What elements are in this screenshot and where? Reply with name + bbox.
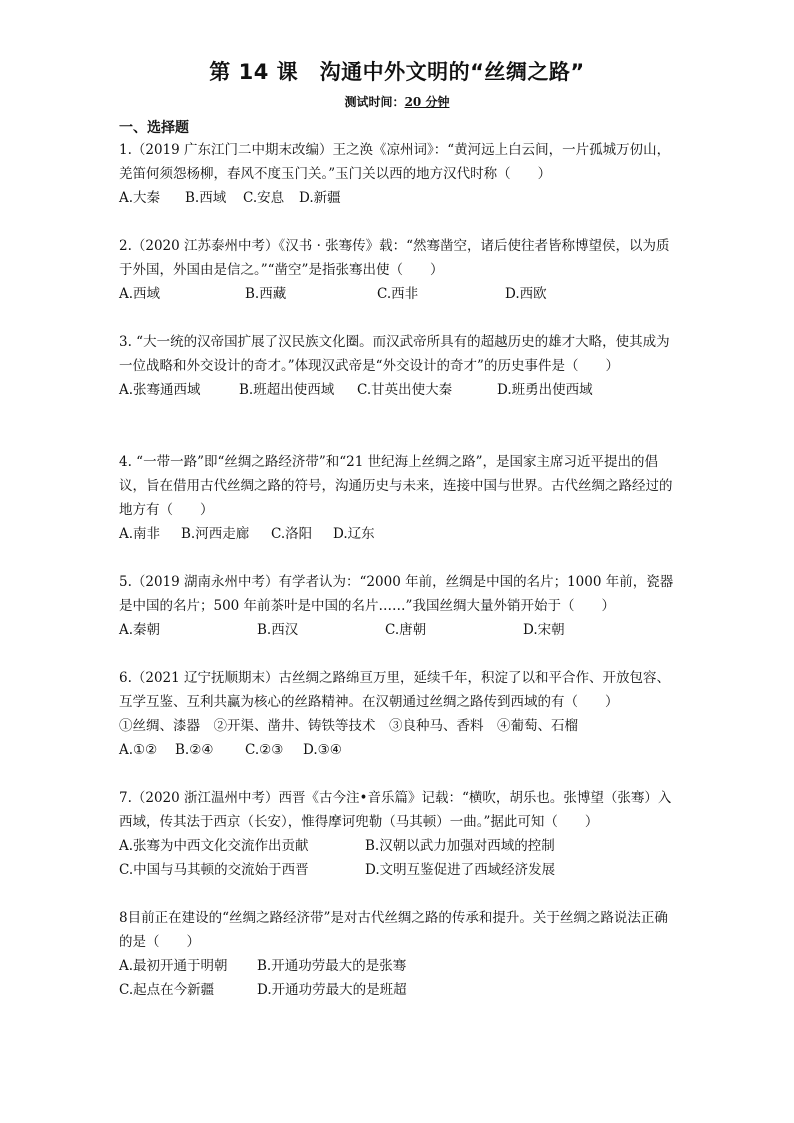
option-d[interactable]: D.开通功劳最大的是班超: [257, 982, 407, 998]
option-c[interactable]: C.洛阳: [271, 526, 313, 542]
option-b[interactable]: B.②④: [175, 742, 214, 758]
question-text: 7.（2020 浙江温州中考）西晋《古今注•音乐篇》记载：“横吹，胡乐也。张博望（张骞）入西域，传其法于西京（长安），惟得摩诃兜勒（马其顿）一曲。”据此可知（ ）: [119, 790, 672, 830]
option-a[interactable]: A.①②: [119, 742, 158, 758]
option-d[interactable]: D.班勇出使西域: [497, 382, 593, 398]
question-options: [119, 618, 679, 642]
option-c[interactable]: C.西非: [377, 286, 419, 302]
question-options: [119, 858, 679, 882]
option-c[interactable]: C.中国与马其顿的交流始于西晋: [119, 862, 309, 878]
page-title: 第 14 课 沟通中外文明的“丝绸之路”: [209, 60, 585, 84]
question-options: [119, 522, 679, 546]
question-text: 8目前正在建设的“丝绸之路经济带”是对古代丝绸之路的传承和提升。关于丝绸之路说法正确的是（ ）: [119, 910, 668, 950]
option-b[interactable]: B.班超出使西域: [239, 382, 335, 398]
test-time-label: 测试时间：: [344, 95, 405, 109]
option-b[interactable]: B.西汉: [257, 622, 299, 638]
option-b[interactable]: B.汉朝以武力加强对西域的控制: [365, 838, 555, 854]
option-c[interactable]: C.唐朝: [385, 622, 427, 638]
test-time-value: 20 分钟: [404, 95, 450, 109]
question-options: [119, 282, 679, 306]
question-options: [119, 978, 679, 1002]
question-text: 5.（2019 湖南永州中考）有学者认为：“2000 年前，丝绸是中国的名片；1000 年前，瓷器是中国的名片；500 年前茶叶是中国的名片……”我国丝绸大量外销开始于（ ）: [119, 574, 674, 614]
question-text: 6.（2021 辽宁抚顺期末）古丝绸之路绵亘万里，延续千年，积淀了以和平合作、开放包容、互学互鉴、互利共赢为核心的丝路精神。在汉朝通过丝绸之路传到西域的有（ ）: [119, 670, 671, 710]
question-options: [119, 738, 679, 762]
option-b[interactable]: B.河西走廊: [181, 526, 250, 542]
question-text: 1.（2019 广东江门二中期末改编）王之涣《凉州词》：“黄河远上白云间，一片孤城万仞山，羌笛何须怨杨柳，春风不度玉门关。”玉门关以西的地方汉代时称（ ）: [119, 142, 671, 182]
option-c[interactable]: C.②③: [245, 742, 284, 758]
option-a[interactable]: A.张骞通西域: [119, 382, 201, 398]
option-b[interactable]: B.西域: [185, 190, 227, 206]
option-c[interactable]: C.安息: [243, 190, 285, 206]
question-6: [119, 666, 679, 762]
question-text: 4. “一带一路”即“丝绸之路经济带”和“21 世纪海上丝绸之路”，是国家主席习近平提出的倡议，旨在借用古代丝绸之路的符号，沟通历史与未来，连接中国与世界。古代丝绸之路经过的地方有（ ）: [119, 454, 673, 518]
question-options: [119, 186, 679, 210]
question-4: [119, 450, 679, 546]
test-time: [0, 93, 794, 110]
question-options: [119, 378, 679, 402]
option-a[interactable]: A.秦朝: [119, 622, 161, 638]
option-d[interactable]: D.③④: [303, 742, 342, 758]
question-options: [119, 834, 679, 858]
option-a[interactable]: A.最初开通于明朝: [119, 958, 228, 974]
option-d[interactable]: D.辽东: [333, 526, 375, 542]
option-d[interactable]: D.新疆: [299, 190, 341, 206]
question-items: ①丝绸、漆器 ②开渠、凿井、铸铁等技术 ③良种马、香料 ④葡萄、石榴: [119, 718, 578, 734]
option-a[interactable]: A.南非: [119, 526, 161, 542]
option-c[interactable]: C.甘英出使大秦: [357, 382, 453, 398]
option-d[interactable]: D.西欧: [505, 286, 547, 302]
question-5: [119, 570, 679, 642]
question-text: 2.（2020 江苏泰州中考）《汉书 · 张骞传》载：“然骞凿空，诸后使往者皆称博望侯，以为质于外国，外国由是信之。”“凿空”是指张骞出使（ ）: [119, 238, 670, 278]
question-7: [119, 786, 679, 882]
question-text: 3. “大一统的汉帝国扩展了汉民族文化圈。而汉武帝所具有的超越历史的雄才大略，使其成为一位战略和外交设计的奇才。”体现汉武帝是“外交设计的奇才”的历史事件是（ ）: [119, 334, 670, 374]
question-options: [119, 954, 679, 978]
option-b[interactable]: B.开通功劳最大的是张骞: [257, 958, 407, 974]
question-8: [119, 906, 679, 1002]
option-d[interactable]: D.文明互鉴促进了西域经济发展: [365, 862, 556, 878]
question-1: [119, 138, 679, 210]
question-2: [119, 234, 679, 306]
option-d[interactable]: D.宋朝: [523, 622, 565, 638]
option-a[interactable]: A.大秦: [119, 190, 161, 206]
section-heading: 一、选择题: [119, 120, 189, 136]
option-a[interactable]: A.西域: [119, 286, 161, 302]
option-a[interactable]: A.张骞为中西文化交流作出贡献: [119, 838, 309, 854]
option-c[interactable]: C.起点在今新疆: [119, 982, 215, 998]
question-3: [119, 330, 679, 402]
option-b[interactable]: B.西藏: [245, 286, 287, 302]
